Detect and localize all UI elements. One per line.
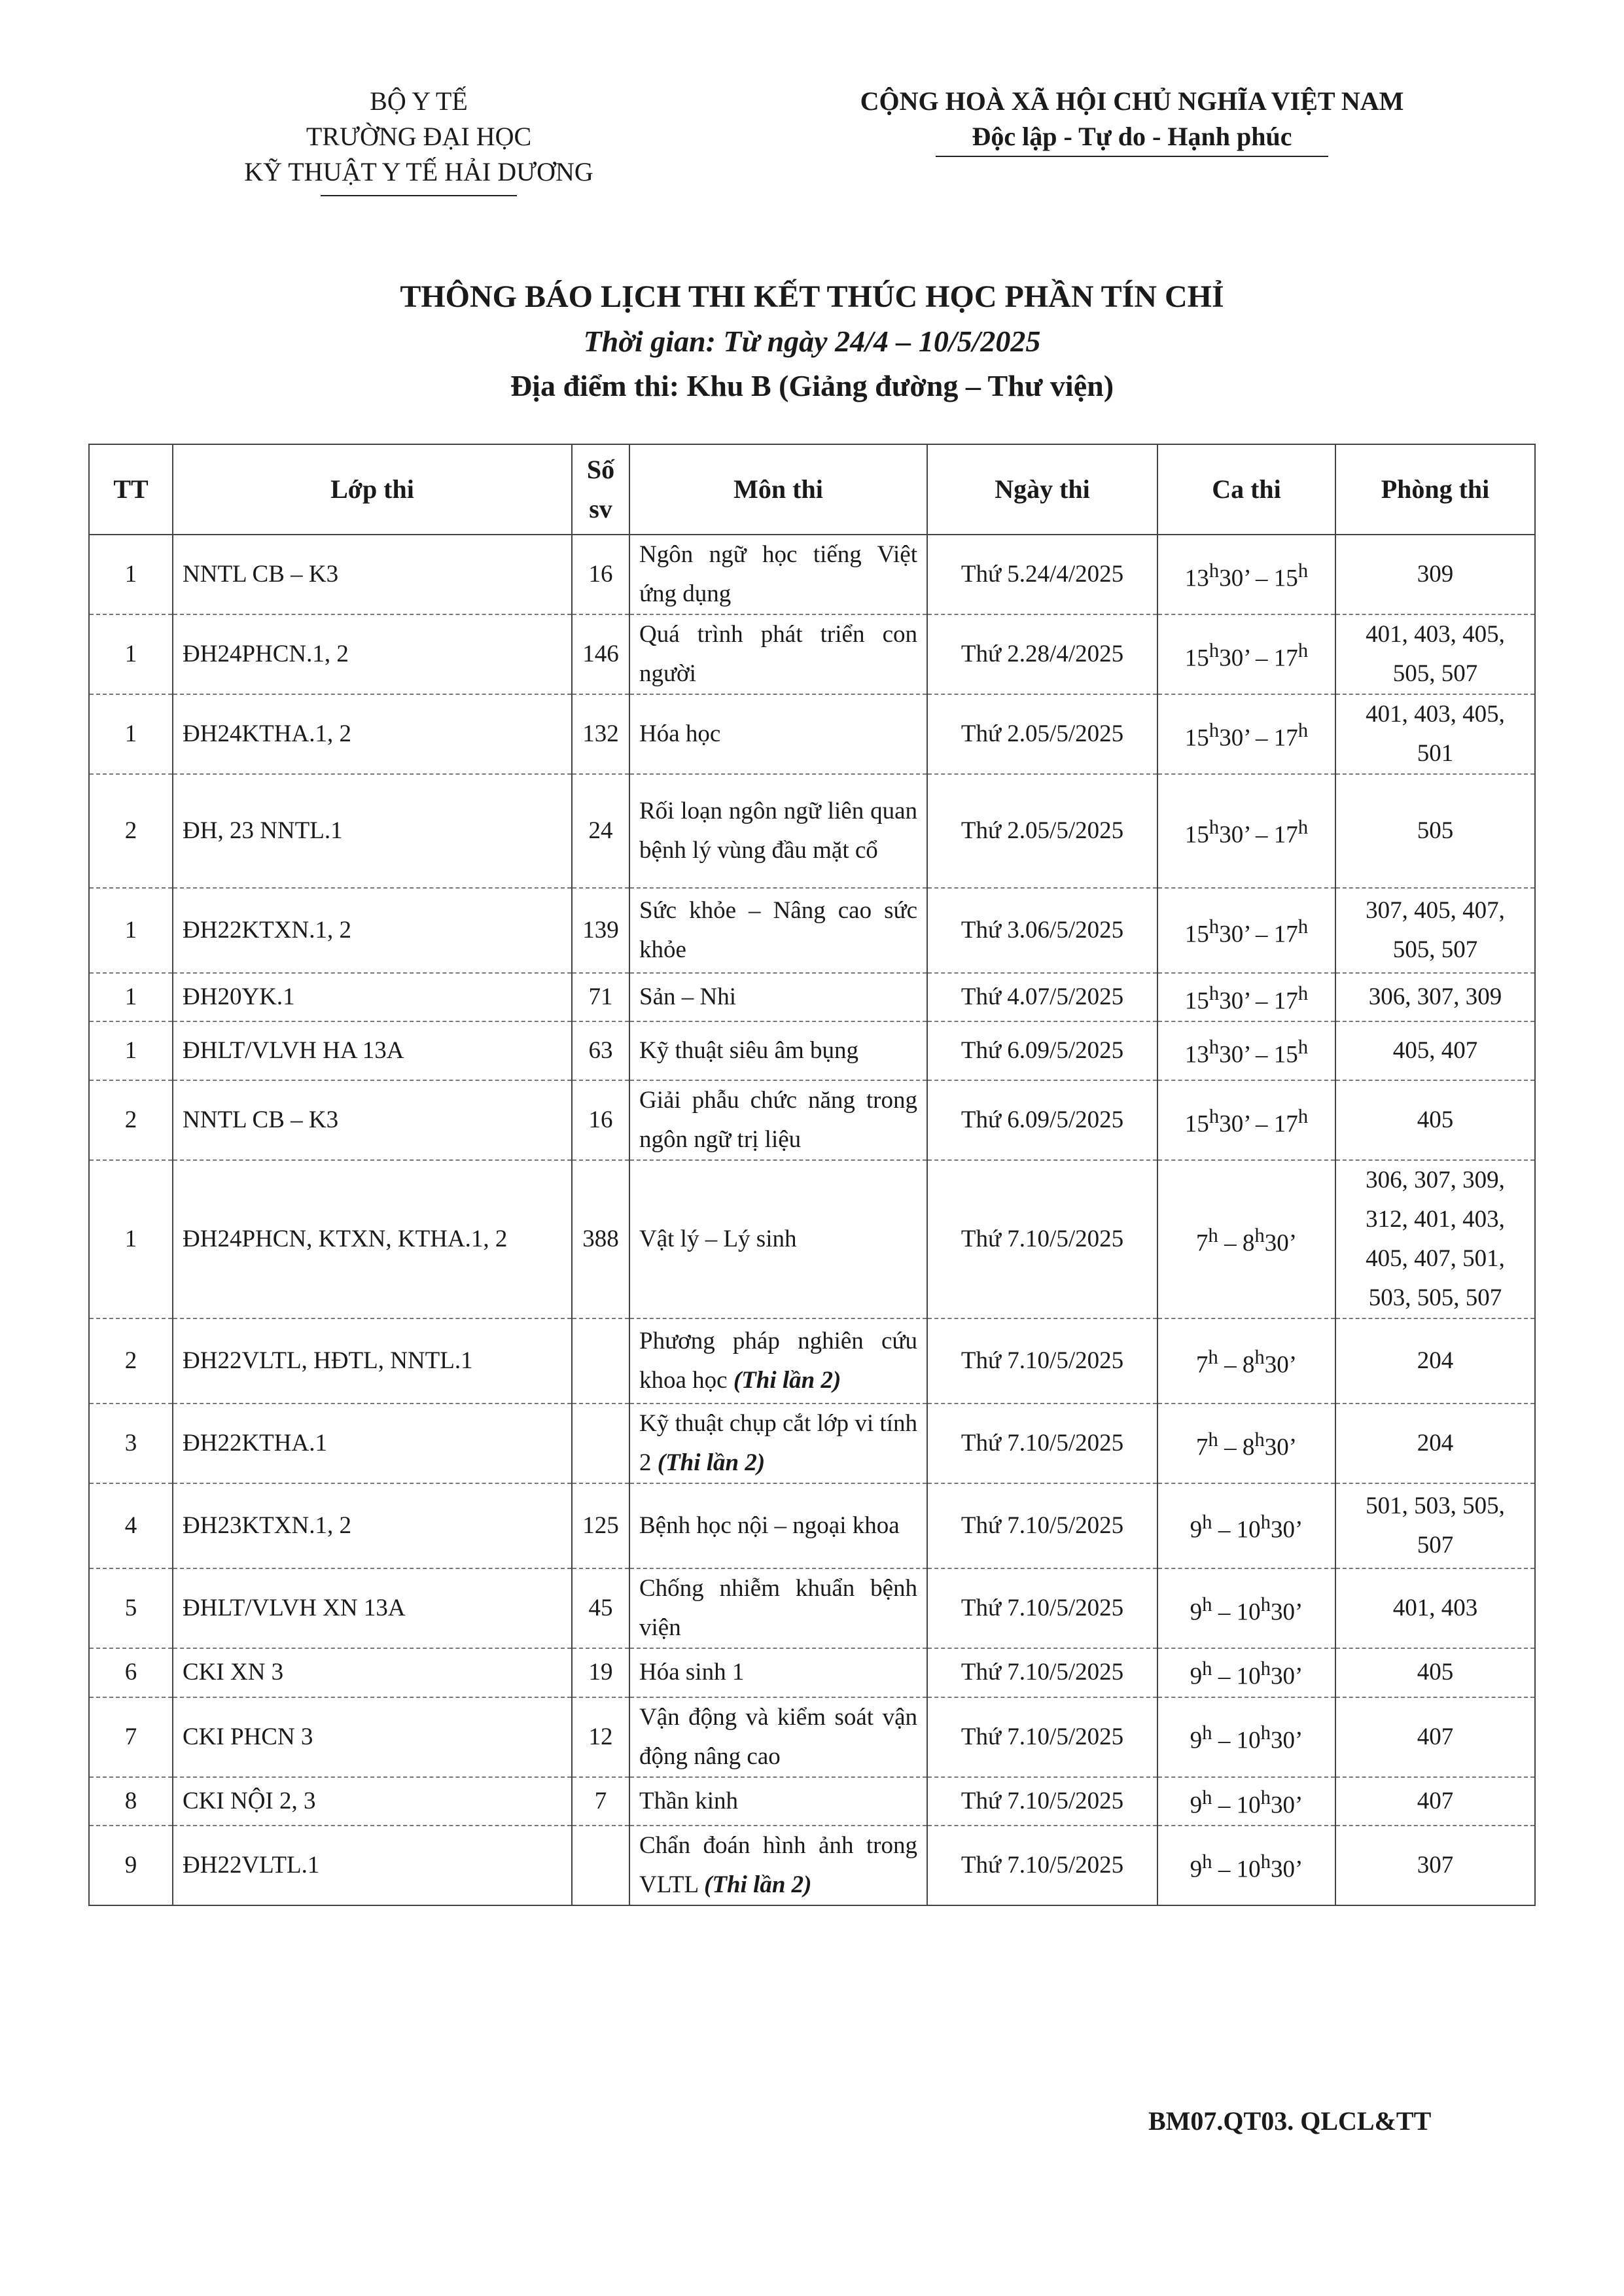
subject-text: Quá trình phát triển con người xyxy=(639,621,917,687)
session-mid: – 10 xyxy=(1212,1663,1261,1690)
cell-tt: 3 xyxy=(89,1404,173,1483)
cell-date: Thứ 5.24/4/2025 xyxy=(927,535,1157,614)
table-row xyxy=(89,1483,1535,1568)
cell-student-count: 146 xyxy=(572,614,629,694)
table-row xyxy=(89,1777,1535,1826)
cell-room: 501, 503, 505, 507 xyxy=(1335,1483,1535,1568)
cell-date: Thứ 7.10/5/2025 xyxy=(927,1483,1157,1568)
cell-session: 15$^h$30’ – 17$^h$ xyxy=(1157,973,1335,1021)
session-start-hour: 9 xyxy=(1190,1791,1203,1818)
cell-tt: 1 xyxy=(89,1021,173,1080)
table-row xyxy=(89,1080,1535,1160)
exam-schedule-table xyxy=(88,444,1536,1906)
cell-student-count: 16 xyxy=(572,1080,629,1160)
subject-text: Bệnh học nội – ngoại khoa xyxy=(639,1512,900,1540)
cell-tt: 4 xyxy=(89,1483,173,1568)
page-title: THÔNG BÁO LỊCH THI KẾT THÚC HỌC PHẦN TÍN CHỈ xyxy=(400,279,1224,314)
cell-subject xyxy=(629,1826,927,1905)
subject-text: Kỹ thuật chụp cắt lớp vi tính 2 xyxy=(639,1410,917,1477)
cell-class: ĐH22KTHA.1 xyxy=(173,1404,572,1483)
cell-tt: 8 xyxy=(89,1777,173,1826)
subject-text: Sản – Nhi xyxy=(639,983,736,1011)
cell-room: 505 xyxy=(1335,774,1535,888)
cell-tt: 1 xyxy=(89,1160,173,1318)
cell-class: NNTL CB – K3 xyxy=(173,1080,572,1160)
cell-tt: 1 xyxy=(89,535,173,614)
header-subject: Môn thi xyxy=(629,444,927,535)
cell-session: 9$^h$ – 10$^h$30’ xyxy=(1157,1648,1335,1697)
cell-class: CKI XN 3 xyxy=(173,1648,572,1697)
cell-tt: 1 xyxy=(89,973,173,1021)
subject-text: Kỹ thuật siêu âm bụng xyxy=(639,1037,859,1065)
cell-room: 407 xyxy=(1335,1697,1535,1777)
cell-session: 15$^h$30’ – 17$^h$ xyxy=(1157,694,1335,774)
table-row xyxy=(89,1318,1535,1404)
cell-tt: 1 xyxy=(89,888,173,973)
national-title: CỘNG HOÀ XÃ HỘI CHỦ NGHĨA VIỆT NAM xyxy=(860,86,1404,116)
session-mid: 30’ – 17 xyxy=(1219,1110,1298,1138)
session-mid: 30’ – 17 xyxy=(1219,645,1298,672)
cell-subject xyxy=(629,535,927,614)
table-header-row xyxy=(89,444,1535,535)
table-row xyxy=(89,888,1535,973)
cell-student-count: 24 xyxy=(572,774,629,888)
cell-session: 15$^h$30’ – 17$^h$ xyxy=(1157,888,1335,973)
cell-subject xyxy=(629,1318,927,1404)
cell-class: ĐH23KTXN.1, 2 xyxy=(173,1483,572,1568)
cell-session: 7$^h$ – 8$^h$30’ xyxy=(1157,1318,1335,1404)
subject-note: (Thi lần 2) xyxy=(657,1449,766,1477)
subject-text: Sức khỏe – Nâng cao sức khỏe xyxy=(639,897,917,963)
table-row xyxy=(89,694,1535,774)
table-row xyxy=(89,1697,1535,1777)
subject-text: Giải phẫu chức năng trong ngôn ngữ trị liệu xyxy=(639,1087,917,1154)
cell-student-count: 388 xyxy=(572,1160,629,1318)
session-start-hour: 7 xyxy=(1195,1434,1209,1461)
cell-session: 13$^h$30’ – 15$^h$ xyxy=(1157,1021,1335,1080)
cell-session: 7$^h$ – 8$^h$30’ xyxy=(1157,1160,1335,1318)
cell-date: Thứ 7.10/5/2025 xyxy=(927,1697,1157,1777)
table-row xyxy=(89,1648,1535,1697)
cell-student-count: 12 xyxy=(572,1697,629,1777)
session-end-min: 30’ xyxy=(1271,1516,1303,1544)
table-row xyxy=(89,1826,1535,1905)
cell-room: 405 xyxy=(1335,1080,1535,1160)
cell-date: Thứ 7.10/5/2025 xyxy=(927,1404,1157,1483)
cell-class: ĐH24PHCN, KTXN, KTHA.1, 2 xyxy=(173,1160,572,1318)
session-end-min: 30’ xyxy=(1264,1351,1297,1379)
table-row xyxy=(89,1021,1535,1080)
session-end-min: 30’ xyxy=(1264,1434,1297,1461)
cell-student-count: 139 xyxy=(572,888,629,973)
cell-tt: 9 xyxy=(89,1826,173,1905)
cell-room: 309 xyxy=(1335,535,1535,614)
session-start-hour: 15 xyxy=(1184,1110,1209,1138)
cell-class: ĐH24KTHA.1, 2 xyxy=(173,694,572,774)
cell-class: ĐH24PHCN.1, 2 xyxy=(173,614,572,694)
session-mid: – 8 xyxy=(1218,1229,1255,1257)
ministry-name: BỘ Y TẾ xyxy=(370,86,468,116)
subject-text: Hóa học xyxy=(639,720,721,747)
cell-student-count: 63 xyxy=(572,1021,629,1080)
national-motto: Độc lập - Tự do - Hạnh phúc xyxy=(972,122,1292,151)
header-left-underline xyxy=(321,195,517,196)
title-block xyxy=(0,275,1624,408)
cell-room: 306, 307, 309 xyxy=(1335,973,1535,1021)
cell-subject xyxy=(629,1697,927,1777)
cell-room: 405, 407 xyxy=(1335,1021,1535,1080)
cell-session: 9$^h$ – 10$^h$30’ xyxy=(1157,1777,1335,1826)
cell-room: 405 xyxy=(1335,1648,1535,1697)
table-row xyxy=(89,1568,1535,1648)
cell-tt: 2 xyxy=(89,1080,173,1160)
cell-room: 401, 403, 405, 505, 507 xyxy=(1335,614,1535,694)
cell-tt: 7 xyxy=(89,1697,173,1777)
table-row xyxy=(89,614,1535,694)
cell-class: ĐHLT/VLVH XN 13A xyxy=(173,1568,572,1648)
table-row xyxy=(89,774,1535,888)
subject-text: Vật lý – Lý sinh xyxy=(639,1226,797,1253)
cell-room: 307 xyxy=(1335,1826,1535,1905)
cell-student-count: 132 xyxy=(572,694,629,774)
cell-student-count: 71 xyxy=(572,973,629,1021)
cell-date: Thứ 6.09/5/2025 xyxy=(927,1021,1157,1080)
cell-class: ĐH22VLTL.1 xyxy=(173,1826,572,1905)
cell-class: ĐH20YK.1 xyxy=(173,973,572,1021)
session-start-hour: 15 xyxy=(1184,921,1209,948)
subject-text: Ngôn ngữ học tiếng Việt ứng dụng xyxy=(639,541,917,607)
cell-date: Thứ 3.06/5/2025 xyxy=(927,888,1157,973)
session-start-hour: 15 xyxy=(1184,821,1209,849)
cell-class: ĐH22VLTL, HĐTL, NNTL.1 xyxy=(173,1318,572,1404)
cell-date: Thứ 2.05/5/2025 xyxy=(927,694,1157,774)
cell-date: Thứ 7.10/5/2025 xyxy=(927,1160,1157,1318)
cell-session: 15$^h$30’ – 17$^h$ xyxy=(1157,774,1335,888)
cell-subject xyxy=(629,888,927,973)
session-start-hour: 9 xyxy=(1190,1727,1203,1754)
cell-date: Thứ 7.10/5/2025 xyxy=(927,1568,1157,1648)
session-mid: 30’ – 15 xyxy=(1219,1041,1298,1069)
session-mid: – 10 xyxy=(1212,1856,1261,1883)
table-row xyxy=(89,1404,1535,1483)
subject-note: (Thi lần 2) xyxy=(733,1367,841,1394)
session-end-min: 30’ xyxy=(1271,1856,1303,1883)
session-start-hour: 9 xyxy=(1190,1856,1203,1883)
subject-text: Thần kinh xyxy=(639,1787,739,1814)
cell-class: ĐH22KTXN.1, 2 xyxy=(173,888,572,973)
cell-room: 204 xyxy=(1335,1404,1535,1483)
session-start-hour: 13 xyxy=(1184,565,1209,592)
cell-session: 15$^h$30’ – 17$^h$ xyxy=(1157,1080,1335,1160)
session-start-hour: 9 xyxy=(1190,1516,1203,1544)
cell-session: 15$^h$30’ – 17$^h$ xyxy=(1157,614,1335,694)
cell-tt: 2 xyxy=(89,774,173,888)
header-room: Phòng thi xyxy=(1335,444,1535,535)
subject-text: Chẩn đoán hình ảnh trong VLTL xyxy=(639,1831,917,1898)
cell-room: 306, 307, 309, 312, 401, 403, 405, 407, 501, 503, 505, 507 xyxy=(1335,1160,1535,1318)
subject-text: Phương pháp nghiên cứu khoa học xyxy=(639,1328,917,1394)
session-mid: 30’ – 17 xyxy=(1219,821,1298,849)
cell-date: Thứ 7.10/5/2025 xyxy=(927,1648,1157,1697)
session-end-min: 30’ xyxy=(1264,1229,1297,1257)
session-mid: 30’ – 17 xyxy=(1219,987,1298,1015)
cell-subject xyxy=(629,1404,927,1483)
session-mid: 30’ – 17 xyxy=(1219,921,1298,948)
session-start-hour: 15 xyxy=(1184,645,1209,672)
time-line: Thời gian: Từ ngày 24/4 – 10/5/2025 xyxy=(583,325,1041,358)
cell-session: 9$^h$ – 10$^h$30’ xyxy=(1157,1568,1335,1648)
cell-date: Thứ 2.28/4/2025 xyxy=(927,614,1157,694)
cell-student-count xyxy=(572,1404,629,1483)
cell-student-count xyxy=(572,1826,629,1905)
cell-date: Thứ 7.10/5/2025 xyxy=(927,1777,1157,1826)
cell-subject xyxy=(629,1777,927,1826)
cell-subject xyxy=(629,1021,927,1080)
cell-student-count xyxy=(572,1318,629,1404)
school-name-line1: TRƯỜNG ĐẠI HỌC xyxy=(306,122,532,151)
header-student-count: Số sv xyxy=(572,444,629,535)
cell-room: 401, 403 xyxy=(1335,1568,1535,1648)
cell-date: Thứ 2.05/5/2025 xyxy=(927,774,1157,888)
cell-tt: 1 xyxy=(89,614,173,694)
header-left xyxy=(177,84,661,196)
session-end-min: 30’ xyxy=(1271,1598,1303,1626)
cell-tt: 1 xyxy=(89,694,173,774)
subject-text: Hóa sinh 1 xyxy=(639,1659,745,1686)
cell-tt: 2 xyxy=(89,1318,173,1404)
session-end-min: 30’ xyxy=(1271,1663,1303,1690)
header-class: Lớp thi xyxy=(173,444,572,535)
session-start-hour: 9 xyxy=(1190,1663,1203,1690)
subject-text: Chống nhiễm khuẩn bệnh viện xyxy=(639,1575,917,1642)
cell-subject xyxy=(629,1568,927,1648)
cell-session: 9$^h$ – 10$^h$30’ xyxy=(1157,1697,1335,1777)
cell-date: Thứ 7.10/5/2025 xyxy=(927,1826,1157,1905)
table-row xyxy=(89,973,1535,1021)
session-mid: – 8 xyxy=(1218,1351,1255,1379)
cell-date: Thứ 6.09/5/2025 xyxy=(927,1080,1157,1160)
cell-subject xyxy=(629,1080,927,1160)
cell-session: 9$^h$ – 10$^h$30’ xyxy=(1157,1483,1335,1568)
cell-student-count: 45 xyxy=(572,1568,629,1648)
school-name-line2: KỸ THUẬT Y TẾ HẢI DƯƠNG xyxy=(244,157,593,186)
header-right-underline xyxy=(936,156,1328,157)
location-line: Địa điểm thi: Khu B (Giảng đường – Thư viện) xyxy=(510,369,1114,402)
session-mid: – 10 xyxy=(1212,1516,1261,1544)
session-mid: 30’ – 15 xyxy=(1219,565,1298,592)
cell-subject xyxy=(629,694,927,774)
subject-text: Rối loạn ngôn ngữ liên quan bệnh lý vùng đầu mặt cổ xyxy=(639,798,917,864)
cell-room: 204 xyxy=(1335,1318,1535,1404)
header-date: Ngày thi xyxy=(927,444,1157,535)
session-end-min: 30’ xyxy=(1271,1727,1303,1754)
table-body xyxy=(89,535,1535,1905)
cell-student-count: 16 xyxy=(572,535,629,614)
cell-room: 307, 405, 407, 505, 507 xyxy=(1335,888,1535,973)
cell-class: ĐH, 23 NNTL.1 xyxy=(173,774,572,888)
cell-date: Thứ 4.07/5/2025 xyxy=(927,973,1157,1021)
table-row xyxy=(89,535,1535,614)
cell-student-count: 125 xyxy=(572,1483,629,1568)
cell-class: CKI NỘI 2, 3 xyxy=(173,1777,572,1826)
cell-tt: 6 xyxy=(89,1648,173,1697)
session-start-hour: 7 xyxy=(1195,1351,1209,1379)
session-mid: 30’ – 17 xyxy=(1219,724,1298,752)
cell-session: 13$^h$30’ – 15$^h$ xyxy=(1157,535,1335,614)
cell-subject xyxy=(629,1160,927,1318)
cell-class: ĐHLT/VLVH HA 13A xyxy=(173,1021,572,1080)
form-code: BM07.QT03. QLCL&TT xyxy=(1148,2106,1432,2136)
session-start-hour: 15 xyxy=(1184,724,1209,752)
cell-session: 9$^h$ – 10$^h$30’ xyxy=(1157,1826,1335,1905)
session-mid: – 10 xyxy=(1212,1791,1261,1818)
cell-session: 7$^h$ – 8$^h$30’ xyxy=(1157,1404,1335,1483)
session-end-min: 30’ xyxy=(1271,1791,1303,1818)
cell-tt: 5 xyxy=(89,1568,173,1648)
cell-subject xyxy=(629,1648,927,1697)
cell-subject xyxy=(629,973,927,1021)
cell-room: 401, 403, 405, 501 xyxy=(1335,694,1535,774)
cell-class: CKI PHCN 3 xyxy=(173,1697,572,1777)
table-row xyxy=(89,1160,1535,1318)
cell-subject xyxy=(629,614,927,694)
session-mid: – 8 xyxy=(1218,1434,1255,1461)
cell-date: Thứ 7.10/5/2025 xyxy=(927,1318,1157,1404)
cell-subject xyxy=(629,774,927,888)
session-start-hour: 9 xyxy=(1190,1598,1203,1626)
cell-student-count: 7 xyxy=(572,1777,629,1826)
cell-subject xyxy=(629,1483,927,1568)
cell-class: NNTL CB – K3 xyxy=(173,535,572,614)
session-start-hour: 13 xyxy=(1184,1041,1209,1069)
cell-room: 407 xyxy=(1335,1777,1535,1826)
subject-note: (Thi lần 2) xyxy=(704,1871,812,1898)
subject-text: Vận động và kiểm soát vận động nâng cao xyxy=(639,1703,917,1770)
session-mid: – 10 xyxy=(1212,1598,1261,1626)
session-start-hour: 7 xyxy=(1195,1229,1209,1257)
header-session: Ca thi xyxy=(1157,444,1335,535)
cell-student-count: 19 xyxy=(572,1648,629,1697)
session-start-hour: 15 xyxy=(1184,987,1209,1015)
session-mid: – 10 xyxy=(1212,1727,1261,1754)
header-right xyxy=(805,84,1459,157)
header-tt: TT xyxy=(89,444,173,535)
